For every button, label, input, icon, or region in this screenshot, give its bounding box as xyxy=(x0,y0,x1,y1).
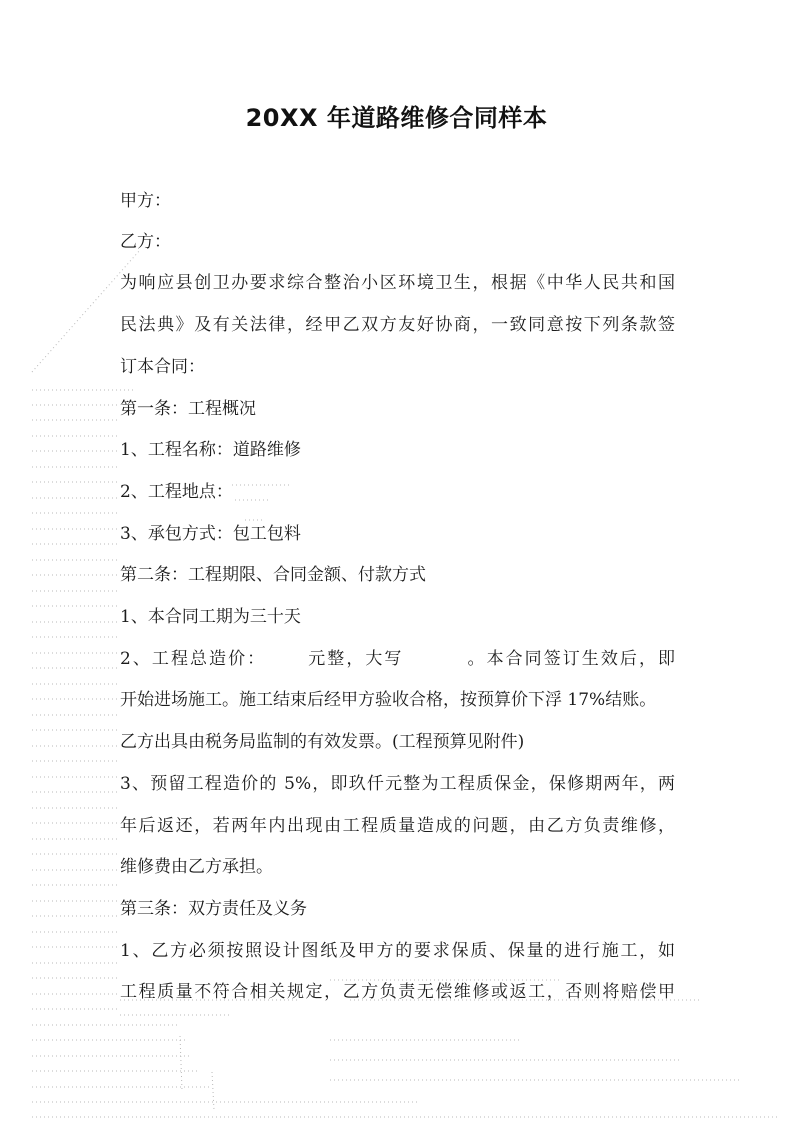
article-1-heading: 第一条：工程概况 xyxy=(120,399,256,419)
amount-unit-text: 元整，大写 xyxy=(306,649,404,669)
article-1-item-1: 1、工程名称：道路维修 xyxy=(120,440,301,460)
article-2-item-2-line-3: 乙方出具由税务局监制的有效发票。(工程预算见附件) xyxy=(120,732,525,752)
article-3-item-1-line-1: 1、乙方必须按照设计图纸及甲方的要求保质、保量的进行施工，如 xyxy=(120,941,675,961)
party-a-label: 甲方： xyxy=(120,191,171,211)
party-b-label: 乙方： xyxy=(120,232,171,252)
article-2-heading: 第二条：工程期限、合同金额、付款方式 xyxy=(120,565,426,585)
article-1-item-2: 2、工程地点： xyxy=(120,482,233,502)
intro-line-1: 为响应县创卫办要求综合整治小区环境卫生，根据《中华人民共和国 xyxy=(120,273,675,293)
effective-clause-text: 。本合同签订生效后，即 xyxy=(465,649,675,669)
article-2-item-1: 1、本合同工期为三十天 xyxy=(120,607,301,627)
intro-line-2: 民法典》及有关法律，经甲乙双方友好协商，一致同意按下列条款签 xyxy=(120,315,675,335)
article-2-item-2-line-1 xyxy=(120,647,675,671)
article-2-item-3-line-2: 年后返还，若两年内出现由工程质量造成的问题，由乙方负责维修， xyxy=(120,816,675,836)
article-1-item-3: 3、承包方式：包工包料 xyxy=(120,524,301,544)
document-title: 20XX 年道路维修合同样本 xyxy=(245,104,548,132)
article-3-heading: 第三条：双方责任及义务 xyxy=(120,899,307,919)
intro-line-3: 订本合同： xyxy=(120,357,205,377)
article-3-item-1-line-2: 工程质量不符合相关规定，乙方负责无偿维修或返工，否则将赔偿甲 xyxy=(120,982,675,1002)
article-2-item-3-line-3: 维修费由乙方承担。 xyxy=(120,857,273,877)
article-2-item-3-line-1: 3、预留工程造价的 5%，即玖仟元整为工程质保金，保修期两年，两 xyxy=(120,774,675,794)
total-price-label: 2、工程总造价： xyxy=(120,649,267,669)
article-2-item-2-line-2: 开始进场施工。施工结束后经甲方验收合格，按预算价下浮 17%结账。 xyxy=(120,690,657,710)
